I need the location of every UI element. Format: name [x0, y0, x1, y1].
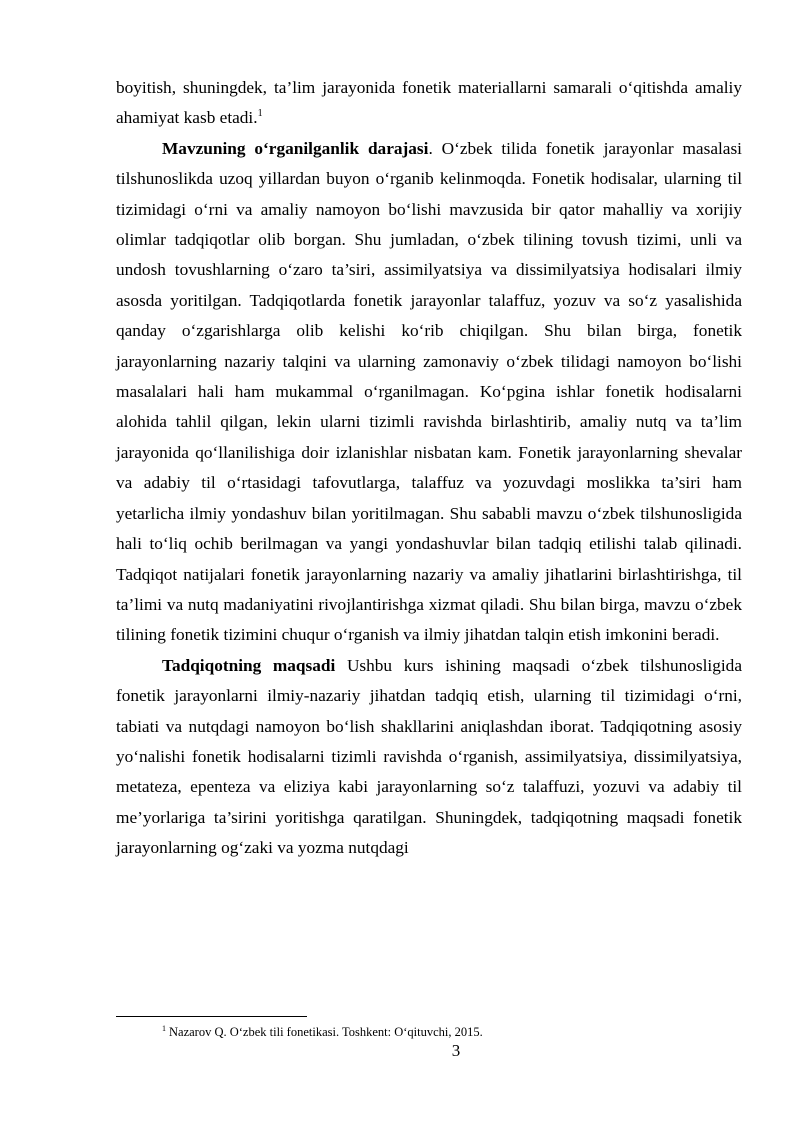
section-heading-research-level: Mavzuning o‘rganilganlik darajasi — [162, 138, 429, 158]
footnote-reference[interactable]: 1 — [257, 108, 263, 120]
page-body — [116, 73, 742, 864]
paragraph-research-goal — [116, 651, 742, 864]
paragraph-text: Ushbu kurs ishining maqsadi o‘zbek tilshunosligida fonetik jarayonlarni ilmiy-nazariy jihatdan tadqiq etish, ularning til tizimidagi o‘rni, tabiati va nutqdagi namoyon bo‘lish shakllarini aniqlashdan iborat. Tadqiqotning asosiy yo‘nalishi fonetik hodisalarni tizimli ravishda o‘rganish, assimilyatsiya, dissimilyatsiya, metateza, epenteza va eliziya kabi jarayonlarning so‘z talaffuzi, yozuvi va adabiy til me’yorlariga ta’sirini yoritishga qaratilgan. Shuningdek, tadqiqotning maqsadi fonetik jarayonlarning og‘zaki va yozma nutqdagi — [116, 655, 742, 858]
footnote-divider — [116, 1016, 307, 1017]
paragraph-text: . O‘zbek tilida fonetik jarayonlar masalasi tilshunoslikda uzoq yillardan buyon o‘rganib kelinmoqda. Fonetik hodisalar, ularning til tizimidagi o‘rni va amaliy namoyon bo‘lishi mavzusida bir qator mahalliy va xorijiy olimlar tadqiqotlar olib borgan. Shu jumladan, o‘zbek tilining tovush tizimi, unli va undosh tovushlarning o‘zaro ta’siri, assimilyatsiya va dissimilyatsiya hodisalari ilmiy asosda yoritilgan. Tadqiqotlarda fonetik jarayonlar talaffuz, yozuv va so‘z yasalishida qanday o‘zgarishlarga olib kelishi ko‘rib chiqilgan. Shu bilan birga, fonetik jarayonlarning nazariy talqini va ularning zamonaviy o‘zbek tilidagi namoyon bo‘lishi masalalari hali ham mukammal o‘rganilmagan. Ko‘pgina ishlar fonetik hodisalarni alohida tahlil qilgan, lekin ularni tizimli ravishda birlashtirib, amaliy nutq va ta’lim jarayonida qo‘llanilishiga doir izlanishlar nisbatan kam. Fonetik jarayonlarning shevalar va adabiy til o‘rtasidagi tafovutlarga, talaffuz va yozuvdagi moslikka ta’siri ham yetarlicha ilmiy yondashuv bilan yoritilmagan. Shu sababli mavzu o‘zbek tilshunosligida hali to‘liq ochib berilmagan va yangi yondashuvlar bilan tadqiq etilishi talab qilinadi. Tadqiqot natijalari fonetik jarayonlarning nazariy va amaliy jihatlarini birlashtirishga, til ta’limi va nutq madaniyatini rivojlantirishga xizmat qiladi. Shu bilan birga, mavzu o‘zbek tilining fonetik tizimini chuqur o‘rganish va ilmiy jihatdan talqin etish imkonini beradi. — [116, 138, 742, 645]
footnote-number: 1 — [162, 1024, 166, 1033]
paragraph-text: boyitish, shuningdek, ta’lim jarayonida fonetik materiallarni samarali o‘qitishda amaliy ahamiyat kasb etadi. — [116, 78, 742, 128]
page-number: 3 — [451, 1041, 461, 1060]
section-heading-research-goal: Tadqiqotning maqsadi — [162, 655, 336, 675]
footnote-text: Nazarov Q. O‘zbek tili fonetikasi. Toshkent: O‘qituvchi, 2015. — [169, 1025, 483, 1039]
paragraph-research-level — [116, 134, 742, 651]
footnote — [162, 1025, 483, 1040]
paragraph-continuation — [116, 73, 742, 134]
